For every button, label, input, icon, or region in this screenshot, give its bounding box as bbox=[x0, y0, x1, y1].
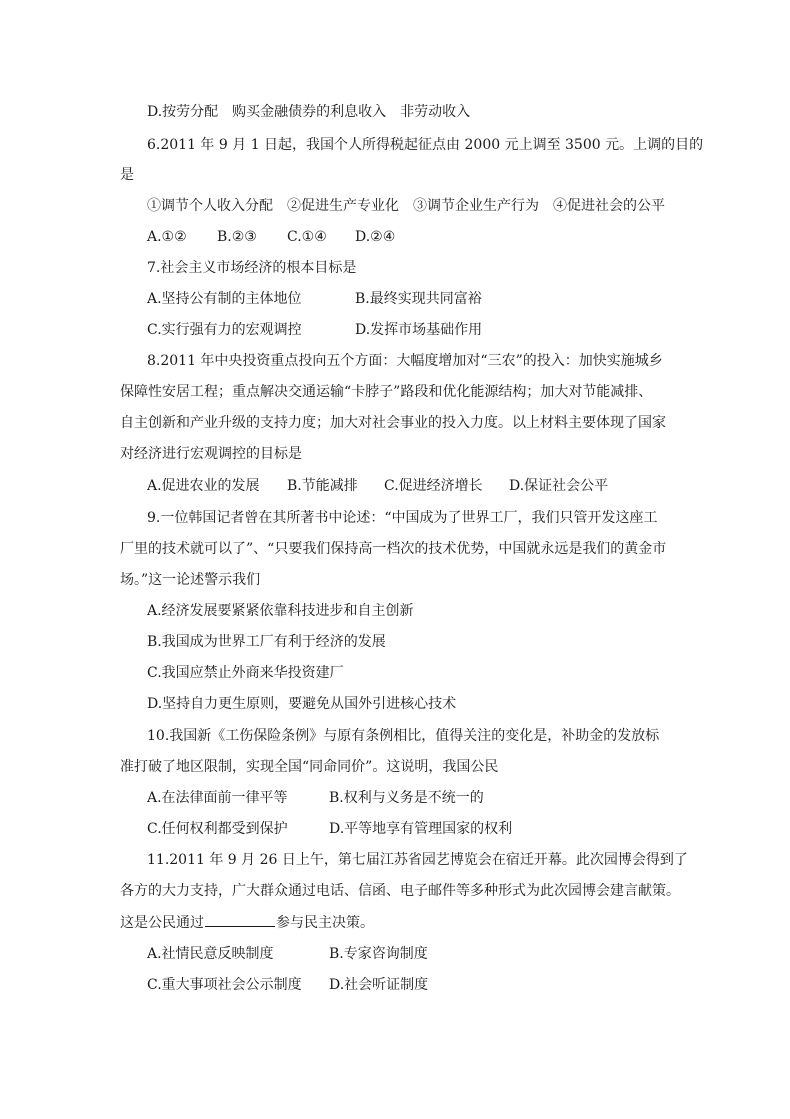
q9-option-d[interactable]: D.坚持自力更生原则，要避免从国外引进核心技术 bbox=[147, 696, 457, 712]
q11-option-b[interactable]: B.专家咨询制度 bbox=[329, 946, 428, 962]
q10-option-d[interactable]: D.平等地享有管理国家的权利 bbox=[329, 821, 513, 837]
q6-items: ①调节个人收入分配 ②促进生产专业化 ③调节企业生产行为 ④促进社会的公平 bbox=[147, 198, 665, 214]
q9-stem-line-3: 场。”这一论述警示我们 bbox=[120, 572, 261, 588]
q6-option-d[interactable]: D.②④ bbox=[355, 229, 396, 245]
q8-option-a[interactable]: A.促进农业的发展 bbox=[147, 478, 260, 494]
q9-option-a[interactable]: A.经济发展要紧紧依靠科技进步和自主创新 bbox=[147, 603, 414, 619]
q11-option-c[interactable]: C.重大事项社会公示制度 bbox=[147, 977, 302, 993]
q8-option-b[interactable]: B.节能减排 bbox=[287, 478, 358, 494]
q11-answer-blank[interactable] bbox=[205, 913, 275, 927]
q11-stem-line-1: 11.2011 年 9 月 26 日上午，第七届江苏省园艺博览会在宿迁开幕。此次园博会得到了 bbox=[147, 852, 688, 868]
q8-stem-line-2: 保障性安居工程；重点解决交通运输“卡脖子”路段和优化能源结构；加大对节能减排、 bbox=[120, 384, 653, 400]
q10-option-b[interactable]: B.权利与义务是不统一的 bbox=[329, 790, 484, 806]
q6-stem-line-2: 是 bbox=[120, 167, 134, 183]
q8-stem-line-3: 自主创新和产业升级的支持力度；加大对社会事业的投入力度。以上材料主要体现了国家 bbox=[120, 415, 666, 431]
q8-stem-line-1: 8.2011 年中央投资重点投向五个方面：大幅度增加对“三农”的投入：加快实施城乡 bbox=[147, 353, 663, 369]
q11-stem-line-3 bbox=[120, 913, 374, 932]
q11-option-a[interactable]: A.社情民意反映制度 bbox=[147, 946, 274, 962]
q9-option-b[interactable]: B.我国成为世界工厂有利于经济的发展 bbox=[147, 634, 386, 650]
q6-stem-line-1: 6.2011 年 9 月 1 日起，我国个人所得税起征点由 2000 元上调至 3500 元。上调的目的 bbox=[147, 137, 704, 153]
q6-option-a[interactable]: A.①② bbox=[147, 229, 187, 245]
q11-stem-prefix: 这是公民通过 bbox=[120, 915, 204, 931]
q10-stem-line-1: 10.我国新《工伤保险条例》与原有条例相比，值得关注的变化是，补助金的发放标 bbox=[147, 728, 660, 744]
q6-option-c[interactable]: C.①④ bbox=[287, 229, 327, 245]
q7-option-a[interactable]: A.坚持公有制的主体地位 bbox=[147, 291, 302, 307]
q9-stem-line-1: 9.一位韩国记者曾在其所著书中论述：“中国成为了世界工厂，我们只管开发这座工 bbox=[147, 510, 658, 526]
q11-option-d[interactable]: D.社会听证制度 bbox=[329, 977, 429, 993]
q9-option-c[interactable]: C.我国应禁止外商来华投资建厂 bbox=[147, 665, 344, 681]
q10-option-a[interactable]: A.在法律面前一律平等 bbox=[147, 790, 288, 806]
q8-option-c[interactable]: C.促进经济增长 bbox=[384, 478, 483, 494]
q11-stem-line-2: 各方的大力支持，广大群众通过电话、信函、电子邮件等多种形式为此次园博会建言献策。 bbox=[120, 883, 680, 899]
q9-stem-line-2: 厂里的技术就可以了”、“只要我们保持高一档次的技术优势，中国就永远是我们的黄金市 bbox=[120, 541, 667, 557]
q10-stem-line-2: 准打破了地区限制，实现全国“同命同价”。这说明，我国公民 bbox=[120, 759, 499, 775]
q7-option-c[interactable]: C.实行强有力的宏观调控 bbox=[147, 322, 302, 338]
q8-stem-line-4: 对经济进行宏观调控的目标是 bbox=[120, 446, 302, 462]
q10-option-c[interactable]: C.任何权利都受到保护 bbox=[147, 821, 288, 837]
q7-option-d[interactable]: D.发挥市场基础作用 bbox=[355, 322, 483, 338]
q7-option-b[interactable]: B.最终实现共同富裕 bbox=[355, 291, 482, 307]
q5-option-d: D.按劳分配 购买金融债券的利息收入 非劳动收入 bbox=[147, 104, 471, 120]
q6-option-b[interactable]: B.②③ bbox=[217, 229, 257, 245]
q11-stem-suffix: 参与民主决策。 bbox=[276, 915, 374, 931]
q8-option-d[interactable]: D.保证社会公平 bbox=[509, 478, 609, 494]
q7-stem: 7.社会主义市场经济的根本目标是 bbox=[147, 260, 357, 276]
